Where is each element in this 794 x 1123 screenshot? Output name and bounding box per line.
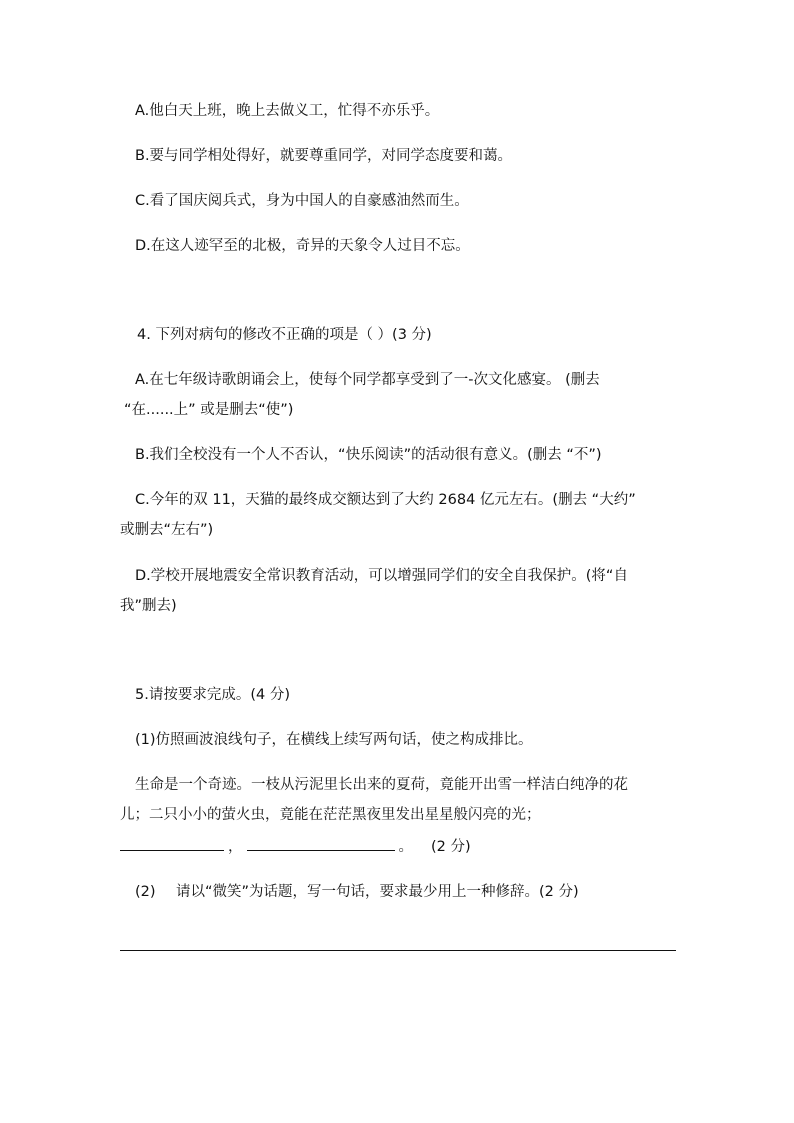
q5-passage-line1: 生命是一个奇迹。一枝从污泥里长出来的夏荷，竟能开出雪一样洁白纯净的花 [135, 777, 628, 793]
q3-option-b: B.要与同学相处得好，就要尊重同学，对同学态度要和蔼。 [135, 148, 513, 164]
q5-part2-instruction: 请以“微笑”为话题，写一句话，要求最少用上一种修辞。(2 分) [176, 884, 579, 900]
blank-separator: ， [228, 839, 243, 855]
q5-part2-number: (2) [135, 884, 156, 900]
answer-blank-2[interactable] [247, 836, 395, 851]
q5-passage-line2: 儿；二只小小的萤火虫，竟能在茫茫黑夜里发出星星般闪亮的光； [120, 807, 541, 823]
q4-option-c-line2: 或删去“左右”) [120, 522, 214, 538]
q4-option-d-line1: D.学校开展地震安全常识教育活动，可以增强同学们的安全自我保护。(将“自 [135, 568, 628, 584]
answer-blank-1[interactable] [120, 836, 224, 851]
q3-option-a: A.他白天上班，晚上去做义工，忙得不亦乐乎。 [135, 103, 440, 119]
blank-score: (2 分) [431, 839, 471, 855]
q5-fill-in-row [120, 836, 471, 857]
q4-option-c-line1: C.今年的双 11，天猫的最终成交额达到了大约 2684 亿元左右。(删去 “大约” [135, 492, 636, 508]
q4-option-a-line2: “在......上” 或是删去“使”) [124, 402, 294, 418]
q5-stem: 5.请按要求完成。(4 分) [135, 687, 290, 703]
q4-option-d-line2: 我”删去) [120, 598, 177, 614]
q4-option-a-line1: A.在七年级诗歌朗诵会上，使每个同学都享受到了一-次文化感宴。 (删去 [135, 372, 600, 388]
answer-line[interactable] [120, 950, 676, 951]
blank-end-period: 。 [398, 839, 413, 855]
q3-option-d: D.在这人迹罕至的北极，奇异的天象令人过目不忘。 [135, 238, 470, 254]
q4-stem: 4. 下列对病句的修改不正确的项是（ ）(3 分) [137, 327, 432, 343]
q5-part1-instruction: (1)仿照画波浪线句子，在横线上续写两句话，使之构成排比。 [135, 732, 533, 748]
q4-option-b: B.我们全校没有一个人不否认，“快乐阅读”的活动很有意义。(删去 “不”) [135, 447, 602, 463]
q3-option-c: C.看了国庆阅兵式，身为中国人的自豪感油然而生。 [135, 193, 469, 209]
